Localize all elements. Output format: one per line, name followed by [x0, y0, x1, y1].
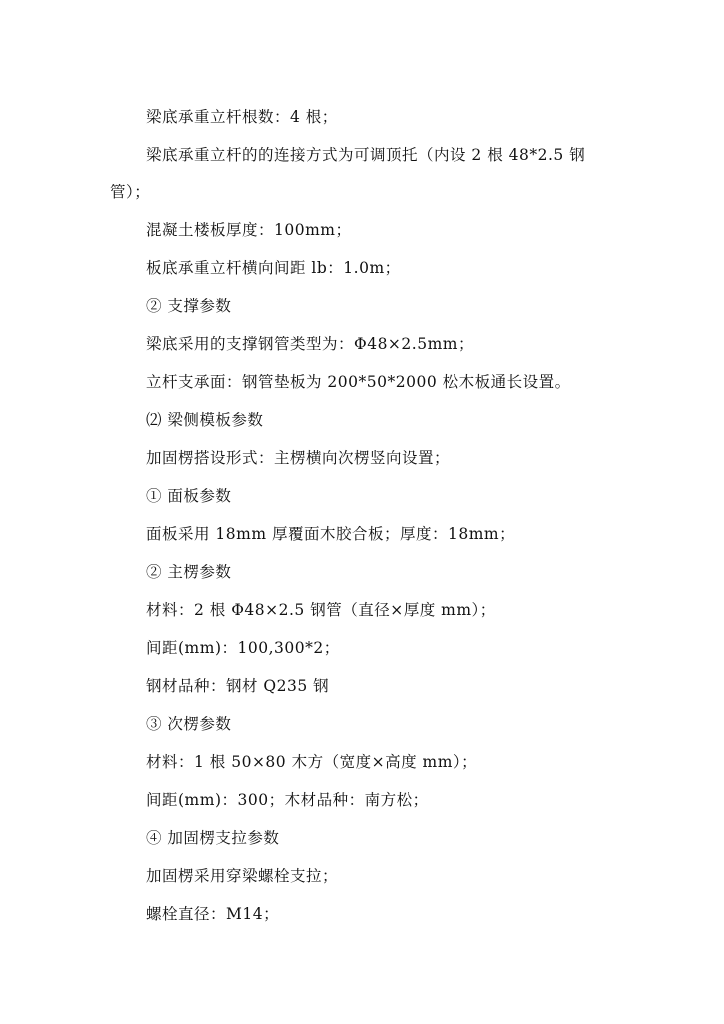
text-line: 面板采用 18mm 厚覆面木胶合板；厚度：18mm； — [146, 525, 516, 543]
section-heading: ⑵ 梁侧模板参数 — [146, 411, 264, 429]
text-line: 管）； — [110, 183, 151, 201]
section-heading: ② 支撑参数 — [146, 297, 232, 315]
text-line: 螺栓直径：M14； — [146, 905, 280, 923]
text-line: 梁底承重立杆的的连接方式为可调顶托（内设 2 根 48*2.5 钢 — [146, 146, 586, 164]
text-line: 混凝土楼板厚度：100mm； — [146, 221, 352, 239]
section-heading: ④ 加固楞支拉参数 — [146, 829, 280, 847]
text-line: 间距(mm)：100,300*2； — [146, 639, 340, 657]
text-line: 立杆支承面：钢管垫板为 200*50*2000 松木板通长设置。 — [146, 373, 571, 391]
text-line: 材料：1 根 50×80 木方（宽度×高度 mm）； — [146, 753, 478, 771]
text-line: 材料：2 根 Φ48×2.5 钢管（直径×厚度 mm）； — [146, 601, 496, 619]
section-heading: ③ 次楞参数 — [146, 715, 232, 733]
text-line: 板底承重立杆横向间距 lb：1.0m； — [146, 259, 401, 277]
section-heading: ② 主楞参数 — [146, 563, 232, 581]
text-line: 加固楞搭设形式：主楞横向次楞竖向设置； — [146, 449, 451, 467]
text-line: 间距(mm)：300；木材品种：南方松； — [146, 791, 429, 809]
text-line: 加固楞采用穿梁螺栓支拉； — [146, 867, 339, 885]
text-line: 梁底承重立杆根数：4 根； — [146, 108, 338, 126]
text-line: 钢材品种：钢材 Q235 钢 — [146, 677, 330, 695]
text-line: 梁底采用的支撑钢管类型为：Φ48×2.5mm； — [146, 335, 474, 353]
section-heading: ① 面板参数 — [146, 487, 232, 505]
